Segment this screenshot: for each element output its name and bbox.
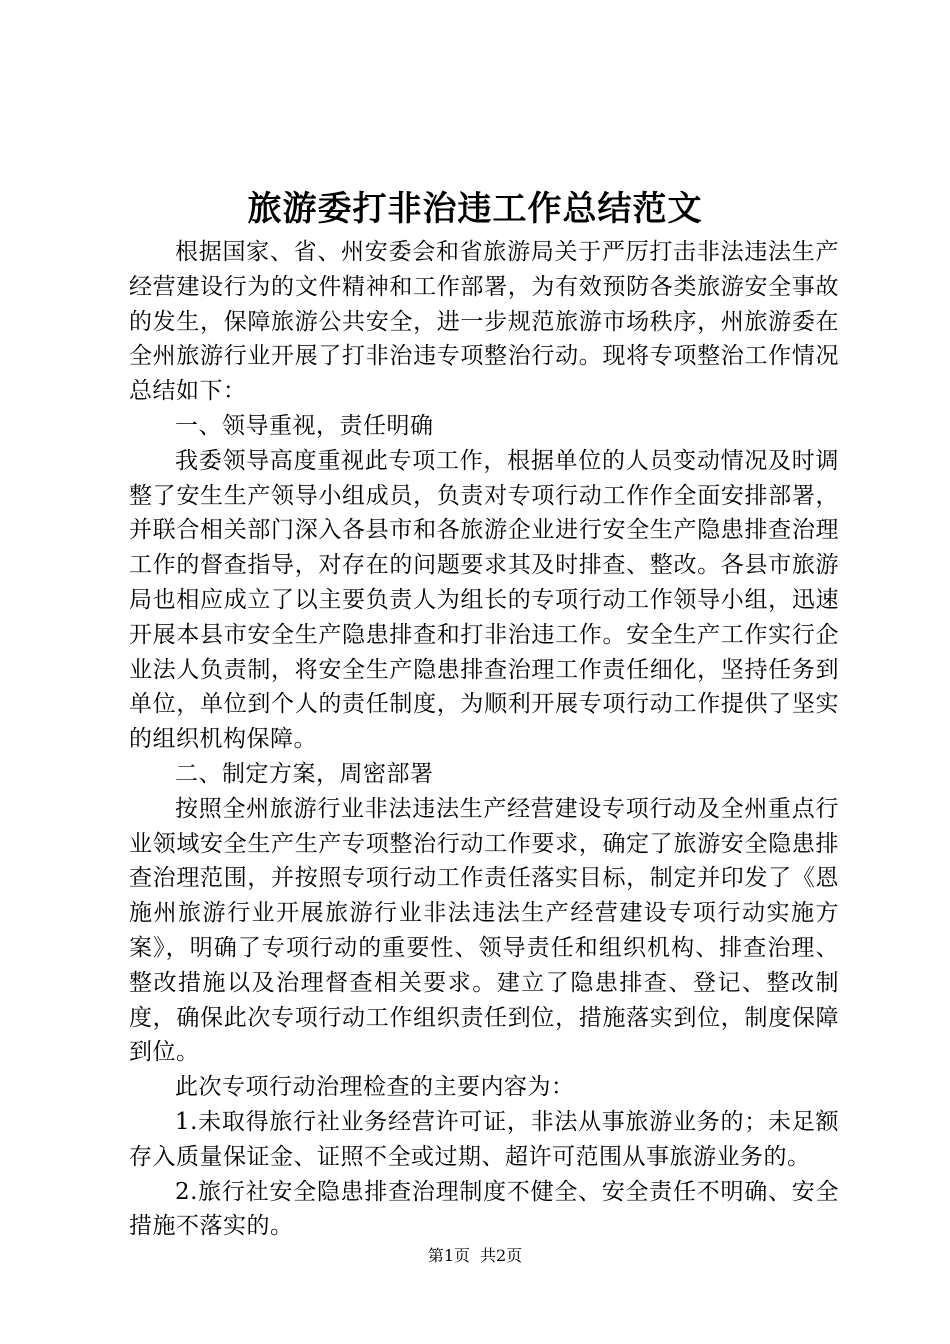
list-item-2: 2.旅行社安全隐患排查治理制度不健全、安全责任不明确、安全措施不落实的。 [129,1178,839,1240]
paragraph-section-1: 我委领导高度重视此专项工作，根据单位的人员变动情况及时调整了安生生产领导小组成员，负责对专项行动工作作全面安排部署，并联合相关部门深入各县市和各旅游企业进行安全生产隐患排查治理工作的督查指导，对存在的问题要求其及时排查、整改。各县市旅游局也相应成立了以主要负责人为组长的专项行动工作领导小组，迅速开展本县市安全生产隐患排查和打非治违工作。安全生产工作实行企业法人负责制，将安全生产隐患排查治理工作责任细化，坚持任务到单位，单位到个人的责任制度，为顺利开展专项行动工作提供了坚实的组织机构保障。 [129,447,839,753]
paragraph-section-2: 按照全州旅游行业非法违法生产经营建设专项行动及全州重点行业领域安全生产生产专项整治行动工作要求，确定了旅游安全隐患排查治理范围，并按照专项行动工作责任落实目标，制定并印发了《恩施州旅游行业开展旅游行业非法违法生产经营建设专项行动实施方案》，明确了专项行动的重要性、领导责任和组织机构、排查治理、整改措施以及治理督查相关要求。建立了隐患排查、登记、整改制度，确保此次专项行动工作组织责任到位，措施落实到位，制度保障到位。 [129,795,839,1066]
document-title: 旅游委打非治违工作总结范文 [247,189,703,229]
paragraph-inspection-intro: 此次专项行动治理检查的主要内容为： [175,1074,575,1101]
page-number: 第1页 [427,1246,470,1265]
document-body [129,235,839,1244]
paragraph-intro: 根据国家、省、州安委会和省旅游局关于严厉打击非法违法生产经营建设行为的文件精神和工作部署，为有效预防各类旅游安全事故的发生，保障旅游公共安全，进一步规范旅游市场秩序，州旅游委在全州旅游行业开展了打非治违专项整治行动。现将专项整治工作情况总结如下： [129,239,839,405]
page-total: 共2页 [480,1246,523,1265]
page-footer [0,1246,950,1266]
section-heading-2: 二、制定方案，周密部署 [175,760,434,787]
list-item-1: 1.未取得旅行社业务经营许可证，非法从事旅游业务的；未足额存入质量保证金、证照不全或过期、超许可范围从事旅游业务的。 [129,1108,839,1170]
section-heading-1: 一、领导重视，责任明确 [175,412,434,439]
